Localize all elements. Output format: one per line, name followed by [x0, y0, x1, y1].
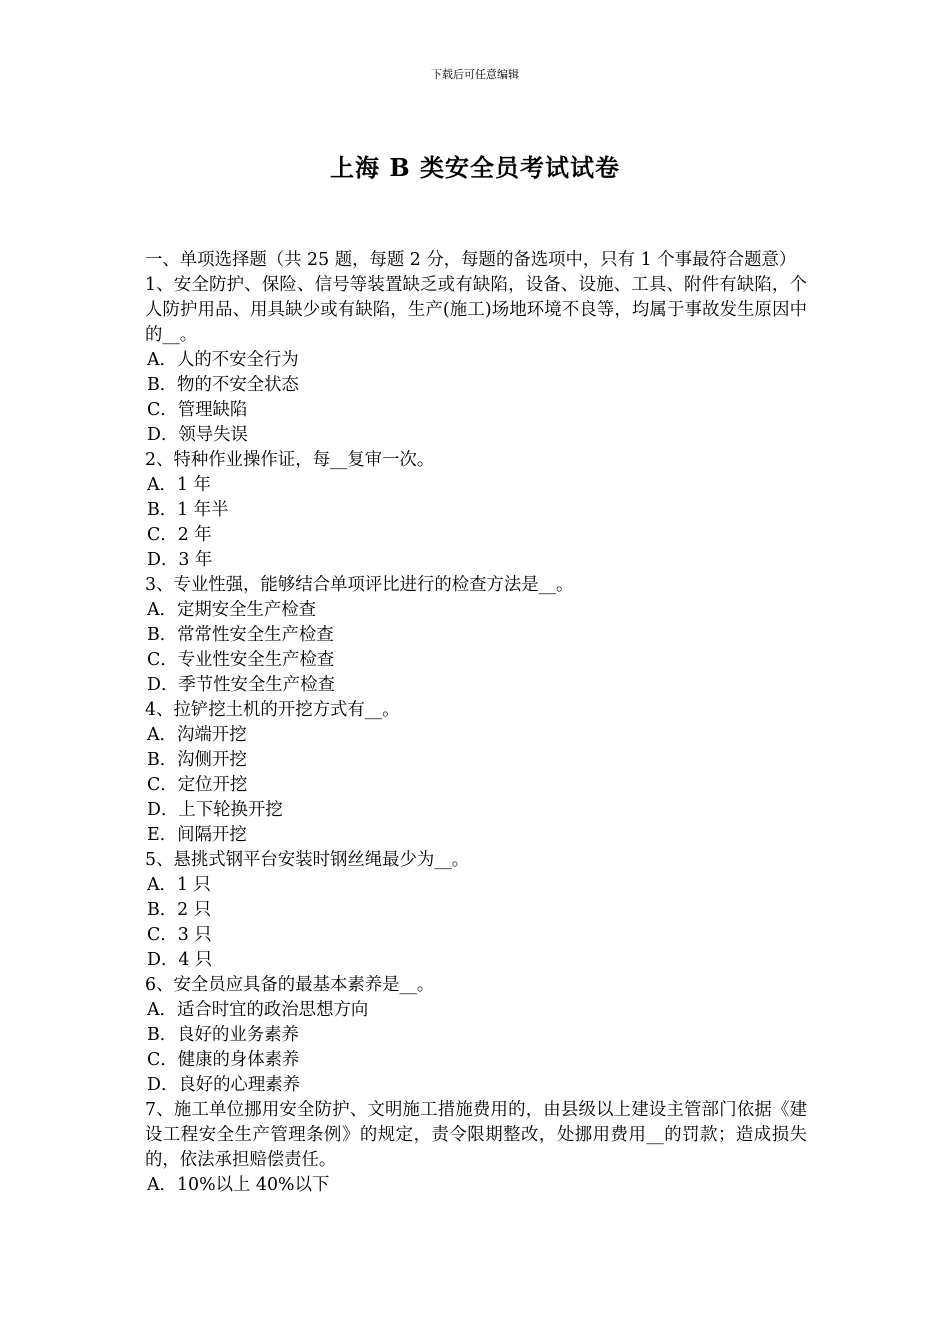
question-6: [145, 973, 807, 1098]
option-b: B．沟侧开挖: [147, 750, 247, 770]
question-stem: 6、安全员应具备的最基本素养是__。: [145, 975, 435, 995]
option-a: A．适合时宜的政治思想方向: [147, 1000, 369, 1020]
option-c: C．定位开挖: [147, 775, 248, 795]
option-d: D．良好的心理素养: [147, 1075, 301, 1095]
option-b: B．1 年半: [147, 500, 229, 520]
question-3: [145, 573, 807, 698]
header-note: 下载后可任意编辑: [431, 68, 519, 81]
question-stem: 2、特种作业操作证，每__复审一次。: [145, 450, 435, 470]
option-a: A．1 年: [147, 475, 211, 495]
option-c: C．3 只: [147, 925, 212, 945]
question-7: [145, 1098, 807, 1198]
option-a: A．1 只: [147, 875, 211, 895]
question-4: [145, 698, 807, 848]
document-body: [145, 248, 807, 1198]
question-stem: 1、安全防护、保险、信号等装置缺乏或有缺陷，设备、设施、工具、附件有缺陷，个人防护用品、用具缺少或有缺陷，生产(施工)场地环境不良等，均属于事故发生原因中的__。: [145, 275, 807, 345]
option-b: B．物的不安全状态: [147, 375, 299, 395]
question-5: [145, 848, 807, 973]
option-d: D．领导失误: [147, 425, 248, 445]
question-stem: 3、专业性强，能够结合单项评比进行的检查方法是__。: [145, 575, 574, 595]
section-heading: 一、单项选择题（共 25 题，每题 2 分，每题的备选项中，只有 1 个事最符合题意）: [145, 250, 797, 270]
question-stem: 4、拉铲挖土机的开挖方式有__。: [145, 700, 400, 720]
option-b: B．2 只: [147, 900, 212, 920]
option-a: A．定期安全生产检查: [147, 600, 317, 620]
option-b: B．常常性安全生产检查: [147, 625, 334, 645]
option-a: A．人的不安全行为: [147, 350, 299, 370]
option-a: A．沟端开挖: [147, 725, 247, 745]
option-c: C．2 年: [147, 525, 212, 545]
question-2: [145, 448, 807, 573]
question-stem: 5、悬挑式钢平台安装时钢丝绳最少为__。: [145, 850, 470, 870]
option-d: D．上下轮换开挖: [147, 800, 283, 820]
option-e: E．间隔开挖: [147, 825, 247, 845]
page-title: 上海 B 类安全员考试试卷: [330, 153, 620, 182]
option-d: D．4 只: [147, 950, 213, 970]
question-stem: 7、施工单位挪用安全防护、文明施工措施费用的，由县级以上建设主管部门依据《建设工程安全生产管理条例》的规定，责令限期整改，处挪用费用__的罚款；造成损失的，依法承担赔偿责任。: [145, 1100, 807, 1170]
option-d: D．季节性安全生产检查: [147, 675, 335, 695]
option-d: D．3 年: [147, 550, 213, 570]
option-c: C．健康的身体素养: [147, 1050, 300, 1070]
question-1: [145, 273, 807, 448]
option-c: C．管理缺陷: [147, 400, 248, 420]
option-b: B．良好的业务素养: [147, 1025, 299, 1045]
option-a: A．10%以上 40%以下: [147, 1175, 330, 1195]
option-c: C．专业性安全生产检查: [147, 650, 335, 670]
